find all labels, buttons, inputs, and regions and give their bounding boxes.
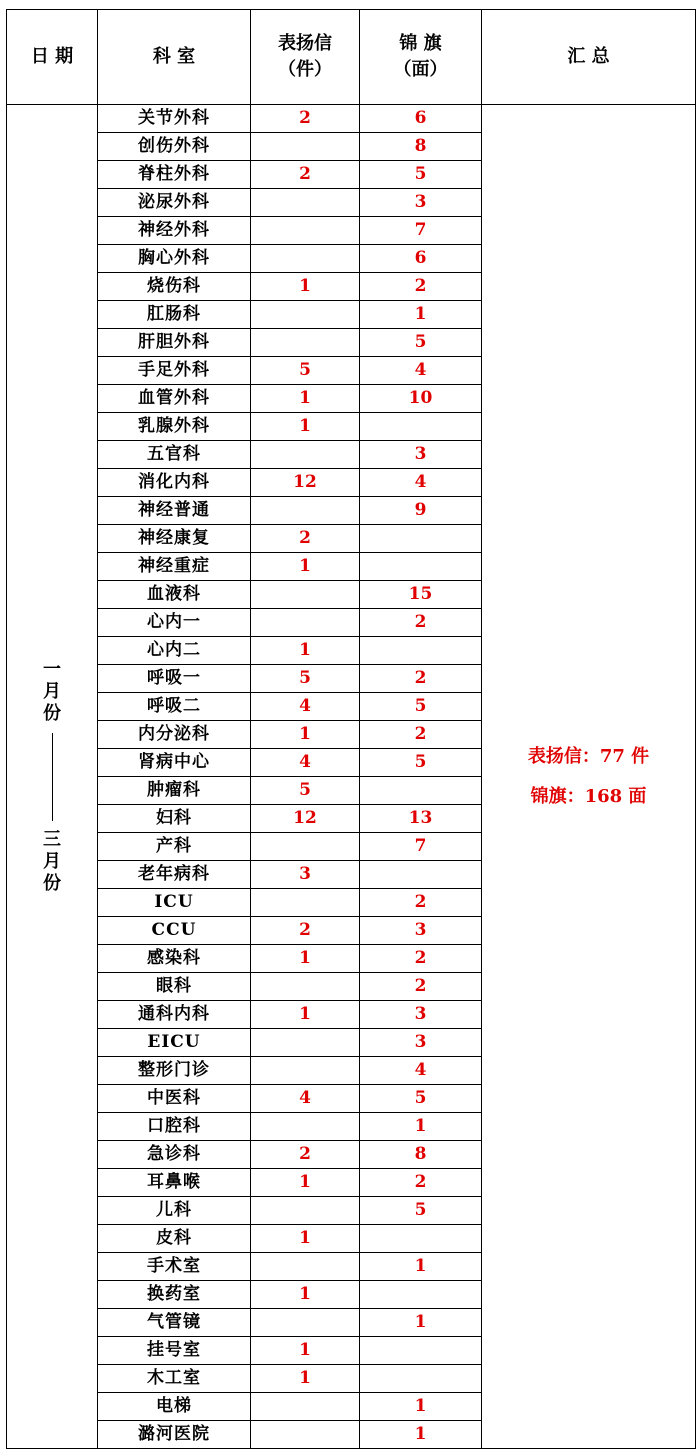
letters-count-cell: 2 bbox=[251, 917, 360, 945]
banners-count-cell: 2 bbox=[360, 273, 482, 301]
banners-count-cell: 5 bbox=[360, 161, 482, 189]
letters-count-cell bbox=[251, 1029, 360, 1057]
dept-cell: 中医科 bbox=[98, 1085, 251, 1113]
letters-count-cell bbox=[251, 1421, 360, 1449]
letters-count-cell: 2 bbox=[251, 161, 360, 189]
letters-count-cell: 3 bbox=[251, 861, 360, 889]
banners-count-cell: 13 bbox=[360, 805, 482, 833]
dept-cell: 手术室 bbox=[98, 1253, 251, 1281]
dept-cell: 耳鼻喉 bbox=[98, 1169, 251, 1197]
banners-count-cell: 1 bbox=[360, 1113, 482, 1141]
banners-count-cell: 10 bbox=[360, 385, 482, 413]
letters-count-cell bbox=[251, 133, 360, 161]
dept-cell: 手足外科 bbox=[98, 357, 251, 385]
dept-cell: 脊柱外科 bbox=[98, 161, 251, 189]
dept-cell: 电梯 bbox=[98, 1393, 251, 1421]
dept-cell: 神经普通 bbox=[98, 497, 251, 525]
dept-cell: ICU bbox=[98, 889, 251, 917]
banners-count-cell: 5 bbox=[360, 329, 482, 357]
letters-count-cell: 1 bbox=[251, 945, 360, 973]
letters-header-line1: 表扬信 bbox=[278, 33, 332, 54]
date-start-char: 一 bbox=[43, 658, 61, 680]
banners-count-cell bbox=[360, 525, 482, 553]
banners-count-cell: 6 bbox=[360, 105, 482, 133]
letters-count-cell: 1 bbox=[251, 1337, 360, 1365]
date-range-dash bbox=[52, 733, 53, 821]
banners-count-cell: 2 bbox=[360, 721, 482, 749]
letters-count-cell: 1 bbox=[251, 1001, 360, 1029]
date-end-char: 月 bbox=[43, 850, 61, 872]
dept-cell: EICU bbox=[98, 1029, 251, 1057]
letters-count-cell bbox=[251, 581, 360, 609]
table-row bbox=[7, 105, 696, 133]
dept-cell: 烧伤科 bbox=[98, 273, 251, 301]
dept-cell: 血管外科 bbox=[98, 385, 251, 413]
header-row bbox=[7, 10, 696, 105]
letters-count-cell bbox=[251, 1253, 360, 1281]
banners-count-cell: 5 bbox=[360, 749, 482, 777]
letters-count-cell: 12 bbox=[251, 469, 360, 497]
dept-cell: 皮科 bbox=[98, 1225, 251, 1253]
letters-count-cell: 1 bbox=[251, 1169, 360, 1197]
banners-count-cell: 2 bbox=[360, 665, 482, 693]
letters-count-cell: 5 bbox=[251, 777, 360, 805]
banners-count-cell: 2 bbox=[360, 1169, 482, 1197]
letters-count-cell: 4 bbox=[251, 749, 360, 777]
letters-count-cell bbox=[251, 833, 360, 861]
date-end-char: 份 bbox=[43, 872, 61, 894]
banners-count-cell: 6 bbox=[360, 245, 482, 273]
dept-cell: 关节外科 bbox=[98, 105, 251, 133]
banners-count-cell: 3 bbox=[360, 189, 482, 217]
letters-count-cell: 2 bbox=[251, 1141, 360, 1169]
banners-count-cell: 5 bbox=[360, 1085, 482, 1113]
letters-count-cell: 4 bbox=[251, 1085, 360, 1113]
banners-count-cell bbox=[360, 1337, 482, 1365]
banners-count-cell bbox=[360, 413, 482, 441]
letters-count-cell: 5 bbox=[251, 665, 360, 693]
summary-letters-total: 表扬信：77 件 bbox=[527, 745, 650, 767]
dept-cell: 五官科 bbox=[98, 441, 251, 469]
banners-count-cell: 2 bbox=[360, 973, 482, 1001]
date-start-char: 月 bbox=[43, 680, 61, 702]
dept-cell: 挂号室 bbox=[98, 1337, 251, 1365]
banners-count-cell: 3 bbox=[360, 441, 482, 469]
letters-count-cell: 12 bbox=[251, 805, 360, 833]
banners-count-cell: 8 bbox=[360, 133, 482, 161]
letters-count-cell: 2 bbox=[251, 105, 360, 133]
date-start-char: 份 bbox=[43, 702, 61, 724]
letters-count-cell bbox=[251, 1309, 360, 1337]
dept-cell: 内分泌科 bbox=[98, 721, 251, 749]
summary-header: 汇 总 bbox=[482, 10, 696, 105]
dept-cell: 呼吸一 bbox=[98, 665, 251, 693]
commendation-table bbox=[6, 9, 696, 1449]
dept-cell: 潞河医院 bbox=[98, 1421, 251, 1449]
banners-count-cell: 5 bbox=[360, 1197, 482, 1225]
letters-header-line2: （件） bbox=[278, 59, 332, 80]
banners-count-cell: 8 bbox=[360, 1141, 482, 1169]
banners-count-cell: 9 bbox=[360, 497, 482, 525]
dept-cell: 木工室 bbox=[98, 1365, 251, 1393]
dept-cell: CCU bbox=[98, 917, 251, 945]
dept-cell: 肿瘤科 bbox=[98, 777, 251, 805]
dept-cell: 乳腺外科 bbox=[98, 413, 251, 441]
banners-count-cell: 1 bbox=[360, 1393, 482, 1421]
banners-count-cell: 15 bbox=[360, 581, 482, 609]
banners-count-cell bbox=[360, 553, 482, 581]
banners-count-cell: 1 bbox=[360, 1253, 482, 1281]
letters-count-cell: 2 bbox=[251, 525, 360, 553]
dept-cell: 产科 bbox=[98, 833, 251, 861]
banners-count-cell bbox=[360, 861, 482, 889]
dept-cell: 神经重症 bbox=[98, 553, 251, 581]
banners-header-line2: （面） bbox=[393, 59, 448, 80]
letters-count-cell bbox=[251, 441, 360, 469]
letters-header bbox=[251, 10, 360, 105]
banners-count-cell: 1 bbox=[360, 1309, 482, 1337]
dept-cell: 感染科 bbox=[98, 945, 251, 973]
letters-count-cell bbox=[251, 1057, 360, 1085]
letters-count-cell bbox=[251, 189, 360, 217]
banners-count-cell: 4 bbox=[360, 1057, 482, 1085]
dept-cell: 眼科 bbox=[98, 973, 251, 1001]
dept-cell: 换药室 bbox=[98, 1281, 251, 1309]
banners-header bbox=[360, 10, 482, 105]
summary-cell bbox=[482, 105, 696, 1449]
letters-count-cell bbox=[251, 973, 360, 1001]
letters-count-cell bbox=[251, 301, 360, 329]
letters-count-cell: 1 bbox=[251, 1365, 360, 1393]
dept-cell: 妇科 bbox=[98, 805, 251, 833]
dept-cell: 血液科 bbox=[98, 581, 251, 609]
dept-cell: 肝胆外科 bbox=[98, 329, 251, 357]
banners-count-cell: 2 bbox=[360, 889, 482, 917]
dept-cell: 消化内科 bbox=[98, 469, 251, 497]
banners-count-cell: 1 bbox=[360, 301, 482, 329]
letters-count-cell: 1 bbox=[251, 1281, 360, 1309]
dept-cell: 儿科 bbox=[98, 1197, 251, 1225]
letters-count-cell bbox=[251, 1197, 360, 1225]
banners-count-cell: 1 bbox=[360, 1421, 482, 1449]
banners-count-cell: 2 bbox=[360, 945, 482, 973]
dept-cell: 老年病科 bbox=[98, 861, 251, 889]
letters-count-cell: 1 bbox=[251, 385, 360, 413]
dept-cell: 呼吸二 bbox=[98, 693, 251, 721]
letters-count-cell: 1 bbox=[251, 637, 360, 665]
letters-count-cell bbox=[251, 1393, 360, 1421]
dept-cell: 气管镜 bbox=[98, 1309, 251, 1337]
dept-header: 科 室 bbox=[98, 10, 251, 105]
banners-header-line1: 锦 旗 bbox=[399, 33, 442, 54]
date-header: 日 期 bbox=[7, 10, 98, 105]
dept-cell: 心内一 bbox=[98, 609, 251, 637]
date-range-cell bbox=[7, 105, 98, 1449]
dept-cell: 创伤外科 bbox=[98, 133, 251, 161]
letters-count-cell bbox=[251, 1113, 360, 1141]
banners-count-cell bbox=[360, 1225, 482, 1253]
table-body bbox=[7, 105, 696, 1449]
letters-count-cell bbox=[251, 497, 360, 525]
dept-cell: 口腔科 bbox=[98, 1113, 251, 1141]
summary-banners-total: 锦旗：168 面 bbox=[530, 785, 647, 807]
dept-cell: 神经康复 bbox=[98, 525, 251, 553]
letters-count-cell: 5 bbox=[251, 357, 360, 385]
dept-cell: 急诊科 bbox=[98, 1141, 251, 1169]
letters-count-cell bbox=[251, 889, 360, 917]
banners-count-cell: 3 bbox=[360, 1029, 482, 1057]
dept-cell: 泌尿外科 bbox=[98, 189, 251, 217]
letters-count-cell bbox=[251, 609, 360, 637]
letters-count-cell bbox=[251, 217, 360, 245]
banners-count-cell: 4 bbox=[360, 357, 482, 385]
banners-count-cell: 5 bbox=[360, 693, 482, 721]
banners-count-cell bbox=[360, 637, 482, 665]
letters-count-cell: 1 bbox=[251, 721, 360, 749]
banners-count-cell bbox=[360, 1365, 482, 1393]
banners-count-cell: 7 bbox=[360, 217, 482, 245]
letters-count-cell: 1 bbox=[251, 553, 360, 581]
dept-cell: 胸心外科 bbox=[98, 245, 251, 273]
banners-count-cell: 3 bbox=[360, 917, 482, 945]
letters-count-cell: 1 bbox=[251, 273, 360, 301]
banners-count-cell: 3 bbox=[360, 1001, 482, 1029]
letters-count-cell bbox=[251, 329, 360, 357]
dept-cell: 通科内科 bbox=[98, 1001, 251, 1029]
letters-count-cell: 1 bbox=[251, 413, 360, 441]
letters-count-cell bbox=[251, 245, 360, 273]
letters-count-cell: 4 bbox=[251, 693, 360, 721]
banners-count-cell bbox=[360, 777, 482, 805]
dept-cell: 肛肠科 bbox=[98, 301, 251, 329]
banners-count-cell: 2 bbox=[360, 609, 482, 637]
banners-count-cell: 7 bbox=[360, 833, 482, 861]
dept-cell: 心内二 bbox=[98, 637, 251, 665]
date-end-char: 三 bbox=[43, 828, 61, 850]
dept-cell: 整形门诊 bbox=[98, 1057, 251, 1085]
dept-cell: 肾病中心 bbox=[98, 749, 251, 777]
dept-cell: 神经外科 bbox=[98, 217, 251, 245]
letters-count-cell: 1 bbox=[251, 1225, 360, 1253]
banners-count-cell bbox=[360, 1281, 482, 1309]
banners-count-cell: 4 bbox=[360, 469, 482, 497]
date-range-label bbox=[7, 659, 97, 895]
